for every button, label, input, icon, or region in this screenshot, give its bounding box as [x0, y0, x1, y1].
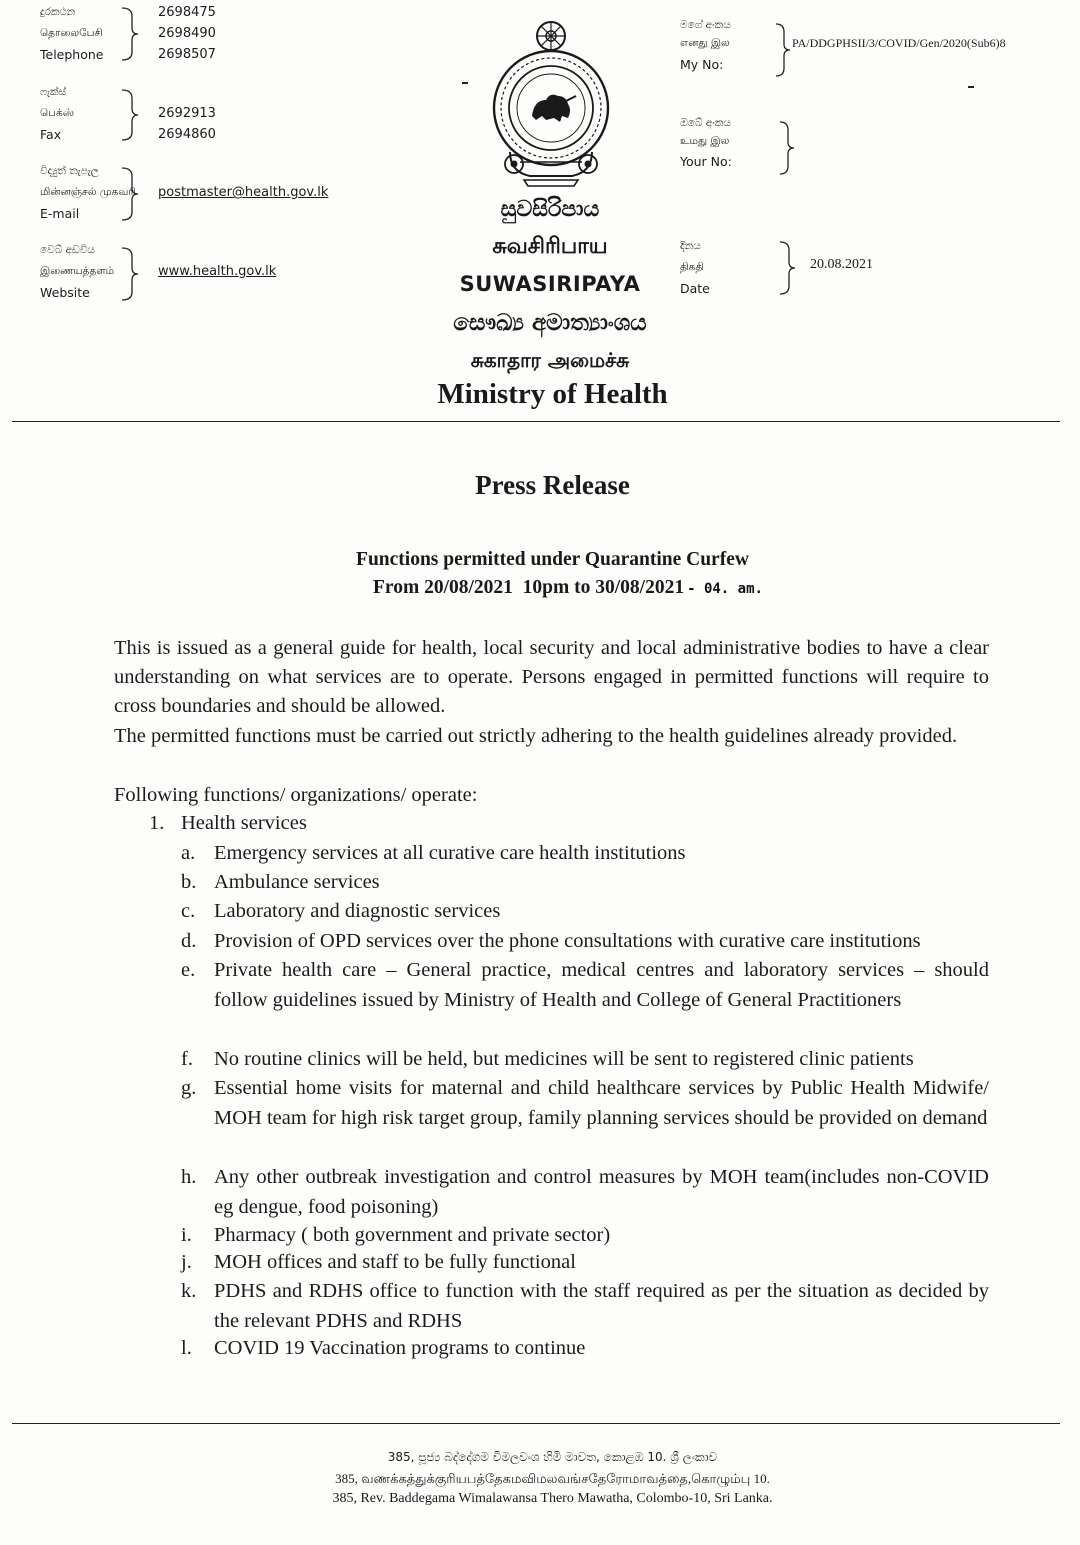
my-no-label-en: My No:: [680, 57, 724, 72]
subtitle-line-2: [373, 577, 763, 599]
list-item-marker: h.: [181, 1166, 197, 1188]
ministry-sinhala: සෞඛ්‍ය අමාත්‍යාංශය: [453, 310, 647, 336]
scan-mark-right: [968, 86, 974, 88]
list-item-marker: e.: [181, 959, 196, 981]
my-no-brace-icon: [772, 22, 794, 78]
list-item-text: COVID 19 Vaccination programs to continue: [214, 1337, 586, 1359]
telephone-brace-icon: [118, 6, 142, 62]
list-item-text: Private health care – General practice, medical centres and laboratory services – should follow guidelines issued by Ministry of Health and College of General Practitioners: [214, 959, 989, 1011]
list-item-marker: a.: [181, 842, 196, 864]
list-item-text: Pharmacy ( both government and private sector): [214, 1224, 611, 1246]
list-item-marker: b.: [181, 871, 197, 893]
list-item-marker: f.: [181, 1048, 193, 1070]
list-item-text: PDHS and RDHS office to function with the staff required as per the situation as decided by the relevant PDHS and RDHS: [214, 1280, 989, 1332]
list-number: 1.: [149, 812, 165, 834]
ministry-tamil: சுகாதார அமைச்சு: [470, 348, 630, 372]
list-item-text: Any other outbreak investigation and control measures by MOH team(includes non-COVID eg dengue, food poisoning): [214, 1166, 989, 1218]
your-no-label-si: ඔබේ අංකය: [680, 117, 731, 129]
email-link[interactable]: postmaster@health.gov.lk: [158, 185, 329, 200]
website-link[interactable]: www.health.gov.lk: [158, 264, 277, 279]
press-release-title: Press Release: [475, 470, 630, 500]
telephone-label-en: Telephone: [40, 47, 104, 62]
date-brace-icon: [776, 240, 800, 296]
website-label-ta: இணையத்தளம்: [40, 265, 115, 277]
date-label-ta: திகதி: [680, 261, 704, 273]
list-item-text: No routine clinics will be held, but medicines will be sent to registered clinic patients: [214, 1048, 914, 1070]
website-brace-icon: [118, 246, 142, 302]
email-label-si: විද්‍යුත් තැපැල: [40, 165, 99, 177]
subtitle-line-1: Functions permitted under Quarantine Curfew: [356, 549, 749, 570]
list-item-marker: d.: [181, 930, 197, 952]
suwasiripaya-tamil: சுவசிரிபாய: [492, 234, 608, 259]
telephone-label-ta: தொலைபேசி: [40, 27, 103, 39]
guidelines-paragraph: The permitted functions must be carried out strictly adhering to the health guidelines already provided.: [114, 725, 958, 747]
list-item-marker: c.: [181, 900, 196, 922]
footer-address-sinhala: 385, පූජ්‍ය බද්දේගම විමලවංශ හිමි මාවත, කොළඹ 10. ශ්‍රී ලංකාව: [387, 1450, 718, 1464]
my-no-label-si: මගේ අංකය: [680, 19, 731, 31]
list-item-text: Essential home visits for maternal and child healthcare services by Public Health Midwife/ MOH team for high risk target group, family planning services should be provided on demand: [214, 1077, 989, 1129]
telephone-value-1: 2698475: [158, 5, 216, 20]
your-no-label-ta: உமது இல: [680, 135, 730, 147]
list-item-marker: g.: [181, 1077, 197, 1099]
header-divider: [12, 421, 1060, 422]
subtitle-date-range: From 20/08/2021 10pm to 30/08/2021: [373, 577, 685, 598]
suwasiripaya-sinhala: සුවසිරිපාය: [500, 197, 600, 222]
date-label-si: දිනය: [680, 240, 701, 252]
ministry-english: Ministry of Health: [437, 378, 668, 410]
date-label-en: Date: [680, 281, 710, 296]
handwritten-time: - 04. am.: [687, 581, 763, 597]
list-title: Health services: [181, 812, 307, 834]
your-no-brace-icon: [776, 120, 798, 176]
intro-paragraph: This is issued as a general guide for health, local security and local administrative bodies to have a clear understanding on what services are to operate. Persons engaged in permitted functions will require to cross boundaries and should be allowed.: [114, 637, 989, 717]
suwasiripaya-english: SUWASIRIPAYA: [459, 272, 641, 296]
fax-value-1: 2692913: [158, 106, 216, 121]
email-brace-icon: [118, 166, 142, 222]
list-item-marker: k.: [181, 1280, 197, 1302]
website-label-en: Website: [40, 285, 90, 300]
fax-brace-icon: [118, 88, 142, 142]
list-item-text: MOH offices and staff to be fully functional: [214, 1251, 576, 1273]
footer-address-tamil: 385, வணக்கத்துக்குரியபத்தேகமவிமலவங்சதேரோமாவத்தை,கொழும்பு 10.: [335, 1471, 770, 1486]
fax-label-ta: பெக்ஸ்: [40, 107, 74, 119]
fax-value-2: 2694860: [158, 127, 216, 142]
functions-intro: Following functions/ organizations/ operate:: [114, 784, 478, 806]
telephone-label-si: දුරකථන: [40, 6, 76, 18]
sri-lanka-emblem-icon: [490, 12, 612, 190]
scan-mark-left: [462, 82, 468, 84]
footer-divider: [12, 1423, 1060, 1424]
list-item-marker: j.: [181, 1251, 192, 1273]
your-no-label-en: Your No:: [680, 154, 732, 169]
date-value: 20.08.2021: [810, 257, 873, 272]
fax-label-si: ෆැක්ස්: [40, 86, 67, 98]
fax-label-en: Fax: [40, 127, 62, 142]
email-label-en: E-mail: [40, 206, 80, 221]
list-item-text: Provision of OPD services over the phone consultations with curative care institutions: [214, 930, 921, 952]
list-item-text: Emergency services at all curative care health institutions: [214, 842, 686, 864]
list-item-marker: l.: [181, 1337, 192, 1359]
website-label-si: වෙබ් අඩවිය: [40, 244, 95, 256]
list-item-text: Laboratory and diagnostic services: [214, 900, 501, 922]
footer-address-english: 385, Rev. Baddegama Wimalawansa Thero Mawatha, Colombo-10, Sri Lanka.: [332, 1491, 773, 1506]
email-label-ta: மின்னஞ்சல் முகவரி: [40, 186, 136, 198]
list-item-text: Ambulance services: [214, 871, 380, 893]
list-item-marker: i.: [181, 1224, 192, 1246]
my-no-label-ta: எனது இல: [680, 37, 730, 49]
my-no-value: PA/DDGPHSII/3/COVID/Gen/2020(Sub6)8: [792, 36, 1006, 50]
telephone-value-2: 2698490: [158, 26, 216, 41]
telephone-value-3: 2698507: [158, 47, 216, 62]
